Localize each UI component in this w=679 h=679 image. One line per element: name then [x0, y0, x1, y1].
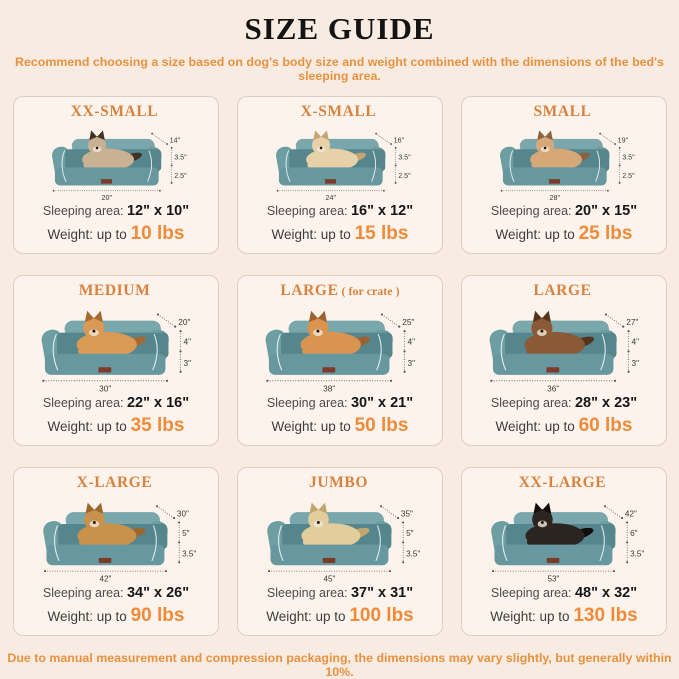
bed-photo-illustration [465, 122, 664, 202]
sleeping-area-label: Sleeping area: [42, 586, 124, 601]
weight-value: 60 lbs [578, 415, 633, 437]
weight-value: 15 lbs [354, 223, 409, 245]
sleeping-area-line [267, 394, 413, 413]
sleeping-area-value: 48" x 32" [574, 585, 638, 602]
weight-label: Weight: up to [47, 609, 127, 625]
base-height-label: 3.5" [629, 549, 644, 559]
width-dimension-label: 38" [322, 384, 335, 394]
size-card-title [533, 103, 594, 121]
size-grid [0, 83, 679, 636]
bed-photo-illustration [465, 493, 664, 584]
sleeping-area-line [43, 584, 189, 603]
weight-value: 35 lbs [130, 415, 185, 437]
bolster-height-label: 4" [183, 337, 191, 347]
width-dimension-label: 45" [322, 574, 335, 584]
size-card [461, 96, 667, 254]
base-height-label: 2.5" [397, 171, 411, 180]
page-title: SIZE GUIDE [244, 11, 435, 46]
bed-brand-tag [100, 179, 111, 184]
size-card [13, 275, 219, 446]
depth-dimension-label: 19" [617, 136, 628, 145]
width-dimension-label: 42" [98, 574, 111, 584]
weight-line [266, 604, 414, 628]
size-name: XX-SMALL [70, 103, 159, 120]
size-card-title [309, 474, 371, 492]
size-name: LARGE [533, 282, 592, 299]
sleeping-area-value: 12" x 10" [126, 203, 190, 220]
sleeping-area-label: Sleeping area: [266, 204, 348, 219]
sleeping-area-line [491, 202, 637, 221]
sleeping-area-value: 16" x 12" [350, 203, 414, 220]
size-card [237, 275, 443, 446]
weight-value: 90 lbs [130, 605, 185, 627]
weight-value: 130 lbs [573, 605, 638, 627]
sleeping-area-line [491, 394, 637, 413]
size-card [237, 96, 443, 254]
weight-label: Weight: up to [266, 609, 346, 625]
bed-brand-tag [322, 558, 335, 563]
depth-dimension-label: 35" [400, 509, 413, 519]
weight-label: Weight: up to [495, 227, 575, 243]
page-subtitle: Recommend choosing a size based on dog's body size and weight combined with the dimensions of the bed's sleeping area. [15, 55, 664, 83]
width-dimension-label: 30" [98, 384, 111, 394]
width-dimension-label: 53" [546, 574, 559, 584]
base-height-label: 3.5" [181, 549, 196, 559]
weight-label: Weight: up to [271, 227, 351, 243]
base-height-label: 2.5" [621, 171, 635, 180]
size-card-title [301, 103, 380, 121]
size-card-title [71, 103, 161, 121]
size-card [13, 96, 219, 254]
base-height-label: 3" [183, 358, 191, 368]
sleeping-area-line [267, 584, 413, 603]
size-name: X-SMALL [300, 103, 377, 120]
sleeping-area-label: Sleeping area: [42, 204, 124, 219]
sleeping-area-line [491, 584, 637, 603]
sleeping-area-value: 28" x 23" [574, 395, 638, 412]
weight-line [48, 604, 185, 628]
weight-label: Weight: up to [47, 227, 127, 243]
bed-photo-illustration [241, 493, 440, 584]
depth-dimension-label: 27" [625, 318, 638, 328]
size-card-title [533, 282, 594, 300]
weight-line [490, 604, 638, 628]
bed-brand-tag [98, 558, 111, 563]
weight-value: 25 lbs [578, 223, 633, 245]
size-card [461, 467, 667, 636]
depth-dimension-label: 16" [393, 136, 404, 145]
weight-label: Weight: up to [271, 419, 351, 435]
size-card-title [77, 474, 156, 492]
bed-photo-illustration [241, 122, 440, 202]
bed-brand-tag [98, 367, 111, 372]
size-card-title [79, 282, 154, 300]
bolster-height-label: 4" [407, 337, 415, 347]
weight-label: Weight: up to [495, 419, 575, 435]
size-name: JUMBO [309, 474, 368, 491]
sleeping-area-line [43, 394, 189, 413]
sleeping-area-label: Sleeping area: [490, 204, 572, 219]
bed-photo-illustration [17, 122, 216, 202]
sleeping-area-label: Sleeping area: [266, 396, 348, 411]
size-name: LARGE [280, 282, 339, 299]
bolster-height-label: 3.5" [173, 153, 187, 162]
weight-line [48, 414, 185, 438]
weight-value: 50 lbs [354, 415, 409, 437]
width-dimension-label: 28" [549, 193, 560, 202]
base-height-label: 3" [407, 358, 415, 368]
bed-brand-tag [324, 179, 335, 184]
page-footer: Due to manual measurement and compression packaging, the dimensions may vary slightly, but generally within 10%. [7, 651, 672, 679]
size-card-title [519, 474, 609, 492]
depth-dimension-label: 20" [177, 318, 190, 328]
sleeping-area-label: Sleeping area: [42, 396, 124, 411]
size-card [461, 275, 667, 446]
size-card-title [280, 282, 399, 300]
sleeping-area-label: Sleeping area: [490, 396, 572, 411]
sleeping-area-value: 30" x 21" [350, 395, 414, 412]
sleeping-area-label: Sleeping area: [490, 586, 572, 601]
size-name: SMALL [533, 103, 592, 120]
size-name: XX-LARGE [518, 474, 607, 491]
bolster-height-label: 4" [631, 337, 639, 347]
width-dimension-label: 24" [325, 193, 336, 202]
bed-photo-illustration [241, 301, 440, 394]
bed-brand-tag [548, 179, 559, 184]
sleeping-area-line [43, 202, 189, 221]
base-height-label: 3" [631, 358, 639, 368]
depth-dimension-label: 42" [624, 509, 637, 519]
width-dimension-label: 20" [101, 193, 112, 202]
size-card [237, 467, 443, 636]
bed-brand-tag [546, 558, 559, 563]
bolster-height-label: 3.5" [397, 153, 411, 162]
weight-line [272, 414, 409, 438]
bolster-height-label: 3.5" [621, 153, 635, 162]
weight-label: Weight: up to [47, 419, 127, 435]
weight-value: 100 lbs [349, 605, 414, 627]
size-card [13, 467, 219, 636]
depth-dimension-label: 14" [169, 136, 180, 145]
bolster-height-label: 5" [405, 528, 413, 538]
weight-line [272, 222, 409, 246]
weight-label: Weight: up to [490, 609, 570, 625]
size-name: X-LARGE [76, 474, 153, 491]
weight-line [48, 222, 185, 246]
bed-photo-illustration [465, 301, 664, 394]
bolster-height-label: 5" [181, 528, 189, 538]
sleeping-area-value: 20" x 15" [574, 203, 638, 220]
size-name: MEDIUM [78, 282, 151, 299]
bed-photo-illustration [17, 493, 216, 584]
sleeping-area-value: 37" x 31" [350, 585, 414, 602]
sleeping-area-value: 22" x 16" [126, 395, 190, 412]
depth-dimension-label: 30" [176, 509, 189, 519]
base-height-label: 2.5" [173, 171, 187, 180]
depth-dimension-label: 25" [401, 318, 414, 328]
weight-line [496, 222, 633, 246]
bolster-height-label: 6" [629, 528, 637, 538]
sleeping-area-label: Sleeping area: [266, 586, 348, 601]
sleeping-area-value: 34" x 26" [126, 585, 190, 602]
width-dimension-label: 36" [546, 384, 559, 394]
weight-line [496, 414, 633, 438]
bed-brand-tag [546, 367, 559, 372]
base-height-label: 3.5" [405, 549, 420, 559]
sleeping-area-line [267, 202, 413, 221]
size-name-suffix: ( for crate ) [341, 284, 400, 298]
weight-value: 10 lbs [130, 223, 185, 245]
bed-photo-illustration [17, 301, 216, 394]
bed-brand-tag [322, 367, 335, 372]
